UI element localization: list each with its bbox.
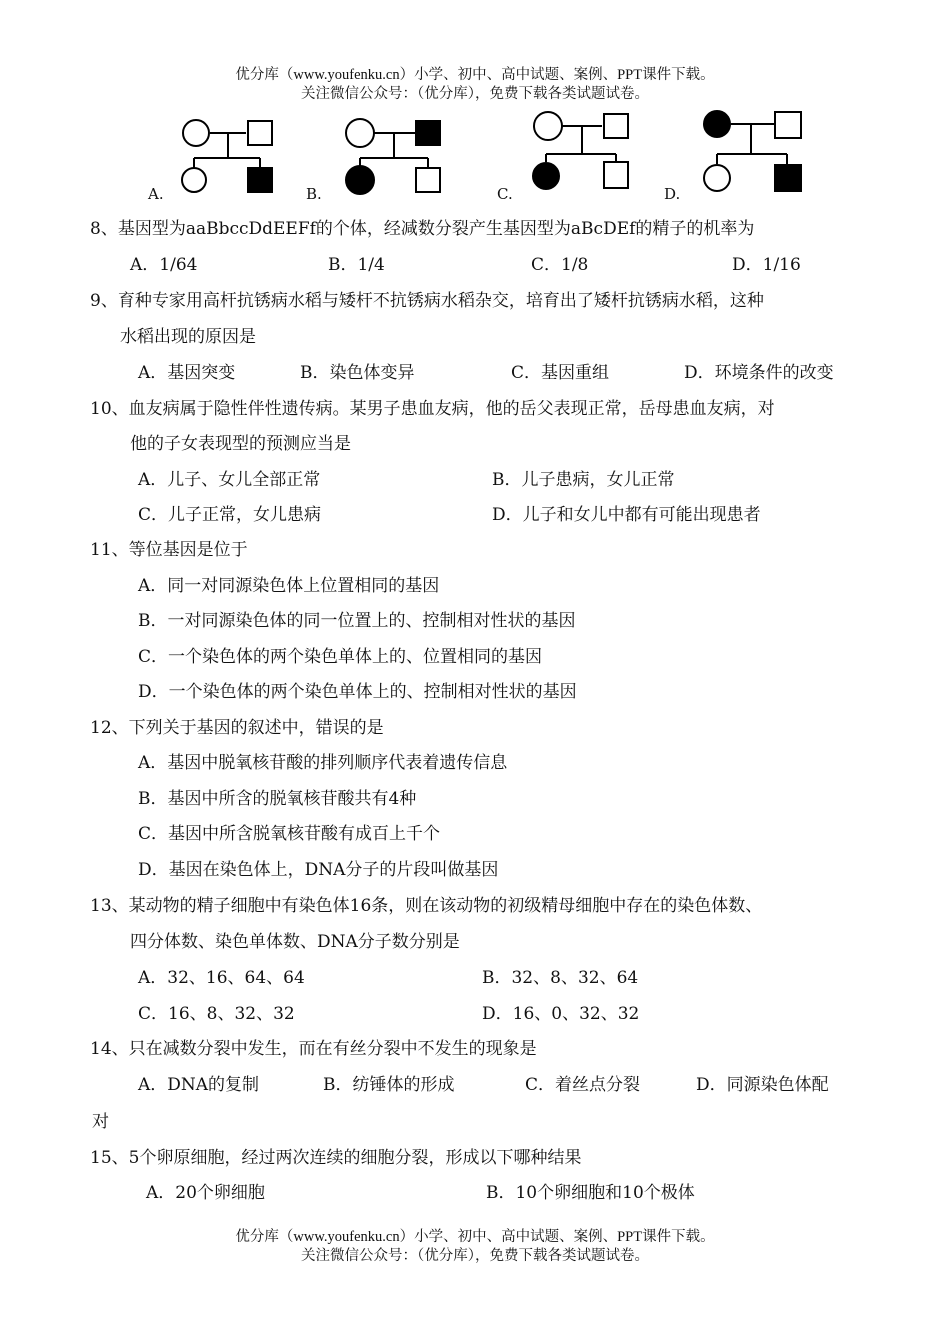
pedigree-d-label: D. xyxy=(664,185,681,203)
pedigree-b-label: B. xyxy=(306,185,322,203)
pedigree-daughter-circle xyxy=(533,163,559,189)
footer-line-2: 关注微信公众号：（优分库），免费下载各类试题试卷。 xyxy=(301,1248,649,1264)
question-13-stem-continued: 四分体数、染色单体数、DNA分子数分别是 xyxy=(130,932,460,952)
question-14-option-b: B．纺锤体的形成 xyxy=(323,1075,455,1095)
question-10-option-b: B．儿子患病，女儿正常 xyxy=(492,470,675,490)
page-footer xyxy=(0,1228,950,1266)
question-12-option-c: C．基因中所含脱氧核苷酸有成百上千个 xyxy=(138,824,441,844)
pedigree-son-square xyxy=(604,162,628,188)
question-13-option-c: C．16、8、32、32 xyxy=(138,1004,295,1024)
question-11-option-b: B．一对同源染色体的同一位置上的、控制相对性状的基因 xyxy=(138,611,576,631)
question-9-option-a: A．基因突变 xyxy=(138,363,236,383)
question-10-stem: 10、血友病属于隐性伴性遗传病。某男子患血友病，他的岳父表现正常，岳母患血友病，对 xyxy=(90,399,775,419)
question-15-option-b: B．10个卵细胞和10个极体 xyxy=(486,1183,695,1203)
pedigree-daughter-circle xyxy=(346,166,374,194)
question-12-option-b: B．基因中所含的脱氧核苷酸共有4种 xyxy=(138,789,417,809)
question-14-option-d-wrap: 对 xyxy=(92,1112,109,1132)
question-13-option-a: A．32、16、64、64 xyxy=(138,968,305,988)
pedigree-daughter-circle xyxy=(704,165,730,191)
question-11-option-d: D．一个染色体的两个染色单体上的、控制相对性状的基因 xyxy=(138,682,577,702)
question-15-option-a: A．20个卵细胞 xyxy=(146,1183,265,1203)
pedigree-son-square xyxy=(775,165,801,191)
question-11-stem: 11、等位基因是位于 xyxy=(90,540,248,560)
pedigree-mother-circle xyxy=(346,119,374,147)
question-9-option-c: C．基因重组 xyxy=(511,363,610,383)
question-8-option-d: D．1/16 xyxy=(732,255,801,275)
question-12-stem: 12、下列关于基因的叙述中，错误的是 xyxy=(90,718,384,738)
question-12-option-a: A．基因中脱氧核苷酸的排列顺序代表着遗传信息 xyxy=(138,753,508,773)
pedigree-mother-circle xyxy=(704,111,730,137)
header-line-2: 关注微信公众号：（优分库），免费下载各类试题试卷。 xyxy=(301,86,649,102)
question-8-option-a: A．1/64 xyxy=(130,255,198,275)
question-8-option-b: B．1/4 xyxy=(328,255,385,275)
question-13-stem: 13、某动物的精子细胞中有染色体16条，则在该动物的初级精母细胞中存在的染色体数、 xyxy=(90,896,763,916)
question-10-option-a: A．儿子、女儿全部正常 xyxy=(138,470,321,490)
pedigree-father-square xyxy=(604,114,628,138)
page-header xyxy=(0,66,950,104)
question-9-option-b: B．染色体变异 xyxy=(300,363,415,383)
question-14-stem: 14、只在减数分裂中发生，而在有丝分裂中不发生的现象是 xyxy=(90,1039,537,1059)
pedigree-c xyxy=(522,108,642,196)
pedigree-son-square xyxy=(248,168,272,192)
pedigree-son-square xyxy=(416,168,440,192)
footer-line-1: 优分库（www.youfenku.cn）小学、初中、高中试题、案例、PPT课件下载。 xyxy=(235,1229,715,1245)
question-9-stem-continued: 水稻出现的原因是 xyxy=(120,327,256,347)
question-13-option-b: B．32、8、32、64 xyxy=(482,968,639,988)
pedigree-b xyxy=(332,108,452,196)
header-line-1: 优分库（www.youfenku.cn）小学、初中、高中试题、案例、PPT课件下载。 xyxy=(235,67,715,83)
question-15-stem: 15、5个卵原细胞，经过两次连续的细胞分裂，形成以下哪种结果 xyxy=(90,1148,582,1168)
pedigree-mother-circle xyxy=(534,112,562,140)
question-9-option-d: D．环境条件的改变 xyxy=(684,363,834,383)
question-14-option-c: C．着丝点分裂 xyxy=(525,1075,641,1095)
question-12-option-d: D．基因在染色体上，DNA分子的片段叫做基因 xyxy=(138,860,499,880)
question-10-stem-continued: 他的子女表现型的预测应当是 xyxy=(130,434,351,454)
pedigree-father-square xyxy=(248,121,272,145)
question-10-option-c: C．儿子正常，女儿患病 xyxy=(138,505,322,525)
question-10-option-d: D．儿子和女儿中都有可能出现患者 xyxy=(492,505,761,525)
question-11-option-c: C．一个染色体的两个染色单体上的、位置相同的基因 xyxy=(138,647,543,667)
pedigree-father-square xyxy=(416,121,440,145)
question-14-option-d: D．同源染色体配 xyxy=(696,1075,829,1095)
pedigree-a xyxy=(172,108,292,196)
question-13-option-d: D．16、0、32、32 xyxy=(482,1004,640,1024)
question-8-option-c: C．1/8 xyxy=(531,255,589,275)
pedigree-c-label: C. xyxy=(497,185,513,203)
pedigree-d xyxy=(695,108,815,196)
question-11-option-a: A．同一对同源染色体上位置相同的基因 xyxy=(138,576,440,596)
question-9-stem: 9、育种专家用高杆抗锈病水稻与矮杆不抗锈病水稻杂交，培育出了矮杆抗锈病水稻，这种 xyxy=(90,291,764,311)
pedigree-mother-circle xyxy=(183,120,209,146)
question-8-stem: 8、基因型为aaBbccDdEEFf的个体，经减数分裂产生基因型为aBcDEf的精子的机率为 xyxy=(90,219,755,239)
pedigree-daughter-circle xyxy=(182,168,206,192)
pedigree-a-label: A. xyxy=(148,185,164,203)
question-14-option-a: A．DNA的复制 xyxy=(138,1075,260,1095)
pedigree-father-square xyxy=(775,112,801,138)
